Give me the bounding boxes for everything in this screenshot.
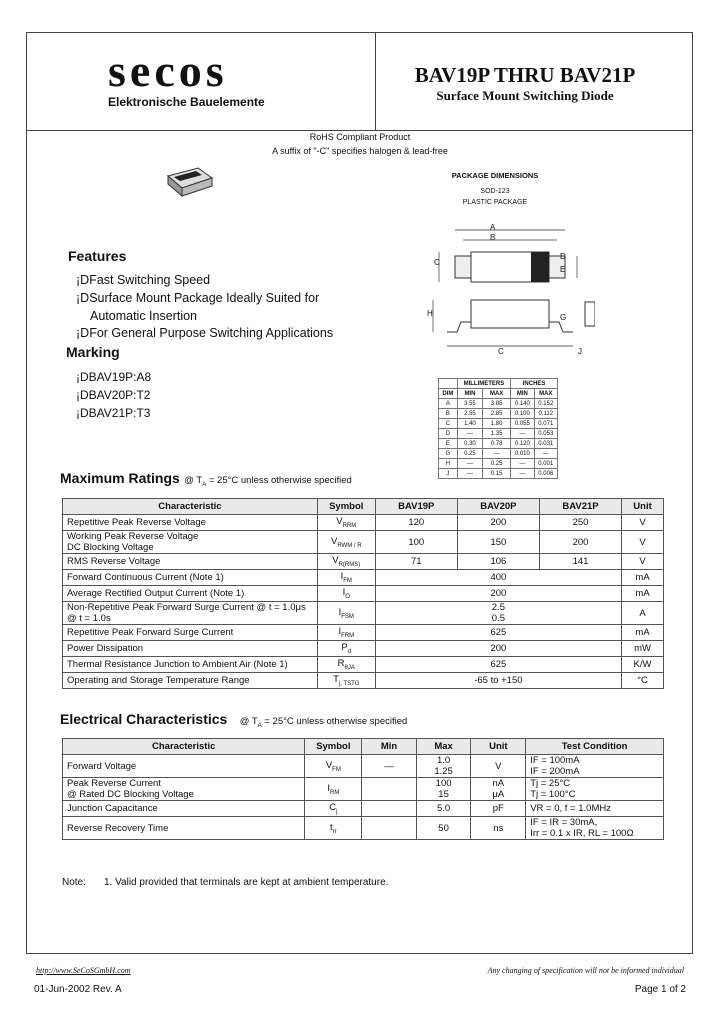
rohs-line2: A suffix of "-C" specifies halogen & lead-free <box>272 146 448 156</box>
elec-row <box>63 755 664 778</box>
symbol-sub: θJA <box>344 664 355 671</box>
note-label: Note: <box>62 877 86 888</box>
elec-col-header: Min <box>362 739 416 755</box>
max-characteristic: Power Dissipation <box>63 641 318 657</box>
dim-row <box>439 419 558 429</box>
dim-cell: — <box>511 459 534 469</box>
dim-label-d: D <box>560 252 566 261</box>
dim-cell: 0.15 <box>483 469 511 479</box>
package-title: PACKAGE DIMENSIONS <box>451 171 539 180</box>
symbol-main: V <box>332 555 339 567</box>
symbol-main: I <box>338 626 342 638</box>
dim-cell: 0.78 <box>483 439 511 449</box>
symbol-main: C <box>329 802 337 814</box>
dim-row <box>439 399 558 409</box>
max-row <box>63 657 664 673</box>
max-value: 200 <box>375 586 621 602</box>
max-ratings-condition <box>184 475 352 486</box>
symbol-sub: RRM <box>342 522 357 529</box>
max-col-header: BAV21P <box>539 499 621 515</box>
dim-cell: 0.152 <box>534 399 557 409</box>
elec-value: IF = 100mA IF = 200mA <box>526 755 664 778</box>
max-symbol <box>317 531 375 554</box>
max-symbol <box>317 602 375 625</box>
dim-cell: A <box>439 399 458 409</box>
dim-cell: 0.100 <box>511 409 534 419</box>
max-symbol <box>317 554 375 570</box>
dim-label-e: E <box>560 265 566 274</box>
max-row <box>63 641 664 657</box>
symbol-sub: FM <box>332 766 341 773</box>
max-characteristic: Non-Repetitive Peak Forward Surge Current @ t = 1.0μs @ t = 1.0s <box>63 602 318 625</box>
dim-cell: J <box>439 469 458 479</box>
symbol-main: P <box>341 642 348 654</box>
part-subtitle: Surface Mount Switching Diode <box>436 88 614 103</box>
max-ratings-title: Maximum Ratings <box>60 470 180 486</box>
dim-cell: 2.85 <box>483 409 511 419</box>
elec-symbol <box>305 817 362 840</box>
dim-cell: 0.120 <box>511 439 534 449</box>
company-logo: secos <box>108 45 228 96</box>
elec-col-header: Max <box>416 739 471 755</box>
symbol-sub: j, TSTG <box>338 680 360 687</box>
elec-symbol <box>305 755 362 778</box>
dim-group-mm: MILLIMETERS <box>457 379 510 389</box>
footer-disclaimer: Any changing of specification will not be informed individual <box>487 966 684 975</box>
symbol-main: V <box>325 759 333 771</box>
marking-item: ¡DBAV19P:A8 <box>76 370 152 384</box>
dim-cell: 1.35 <box>483 429 511 439</box>
symbol-sub: O <box>345 593 350 600</box>
max-symbol <box>317 625 375 641</box>
part-title: BAV19P THRU BAV21P <box>414 63 636 87</box>
max-unit: °C <box>622 673 664 689</box>
max-characteristic: Operating and Storage Temperature Range <box>63 673 318 689</box>
elec-row <box>63 778 664 801</box>
cond-prefix: @ T <box>184 475 203 486</box>
elec-value <box>362 778 416 801</box>
max-symbol <box>317 586 375 602</box>
max-characteristic: Repetitive Peak Forward Surge Current <box>63 625 318 641</box>
elec-title: Electrical Characteristics <box>60 711 228 727</box>
dim-cell: 0.25 <box>483 459 511 469</box>
package-drawing <box>425 218 595 363</box>
elec-value: VR = 0, f = 1.0MHz <box>526 801 664 817</box>
dim-label-h: H <box>427 309 433 318</box>
max-value: 106 <box>457 554 539 570</box>
symbol-main: t <box>330 821 333 833</box>
max-characteristic: Forward Continuous Current (Note 1) <box>63 570 318 586</box>
elec-value: 100 15 <box>416 778 471 801</box>
max-value: 625 <box>375 625 621 641</box>
max-row <box>63 515 664 531</box>
dim-cell: 1.80 <box>483 419 511 429</box>
symbol-sub: RWM / R <box>337 542 362 549</box>
max-unit: mW <box>622 641 664 657</box>
dim-cell: — <box>511 429 534 439</box>
elec-characteristic: Peak Reverse Current @ Rated DC Blocking Voltage <box>63 778 305 801</box>
dim-cell: 0.25 <box>457 449 482 459</box>
symbol-sub: j <box>336 808 338 815</box>
dim-label-b: B <box>490 233 496 242</box>
feature-item: ¡DFast Switching Speed <box>76 273 211 287</box>
features-heading: Features <box>68 248 127 264</box>
symbol-main: R <box>337 658 345 670</box>
header-split <box>375 32 376 130</box>
max-value: 2.5 0.5 <box>375 602 621 625</box>
package-line2: PLASTIC PACKAGE <box>462 199 528 206</box>
dim-cell: — <box>457 459 482 469</box>
elec-col-header: Test Condition <box>526 739 664 755</box>
elec-table <box>62 738 664 840</box>
elec-characteristic: Forward Voltage <box>63 755 305 778</box>
symbol-main: V <box>330 535 338 547</box>
package-line1: SOD-123 <box>480 188 510 195</box>
dim-cell: G <box>439 449 458 459</box>
dim-row <box>439 409 558 419</box>
dim-col-header: DIM <box>439 389 458 399</box>
max-col-header: BAV20P <box>457 499 539 515</box>
dim-col-header: MIN <box>511 389 534 399</box>
elec-value: — <box>362 755 416 778</box>
symbol-main: I <box>338 606 342 618</box>
elec-symbol <box>305 801 362 817</box>
dim-col-header: MAX <box>534 389 557 399</box>
elec-value: 1.0 1.25 <box>416 755 471 778</box>
max-col-header: Characteristic <box>63 499 318 515</box>
max-value: 400 <box>375 570 621 586</box>
max-value: 120 <box>375 515 457 531</box>
symbol-main: T <box>333 674 339 686</box>
max-ratings-heading <box>60 470 352 488</box>
marking-item: ¡DBAV21P:T3 <box>76 406 151 420</box>
dim-group-blank <box>439 379 458 389</box>
cond-rest: = 25°C unless otherwise specified <box>206 475 352 486</box>
package-thumbnail <box>160 162 220 202</box>
dim-label-c: C <box>434 258 440 267</box>
max-unit: V <box>622 531 664 554</box>
dim-cell: — <box>483 449 511 459</box>
elec-heading <box>60 711 407 729</box>
dim-cell: 0.010 <box>511 449 534 459</box>
elec-value: 50 <box>416 817 471 840</box>
max-symbol <box>317 515 375 531</box>
dim-cell: 2.55 <box>457 409 482 419</box>
symbol-sub: RM <box>329 789 340 796</box>
dim-cell: 0.140 <box>511 399 534 409</box>
elec-value: V <box>471 755 526 778</box>
elec-col-header: Characteristic <box>63 739 305 755</box>
max-value: 200 <box>375 641 621 657</box>
max-value: 71 <box>375 554 457 570</box>
max-characteristic: Working Peak Reverse Voltage DC Blocking Voltage <box>63 531 318 554</box>
elec-symbol <box>305 778 362 801</box>
symbol-sub: d <box>347 648 352 655</box>
max-unit: V <box>622 515 664 531</box>
dim-cell: 3.55 <box>457 399 482 409</box>
symbol-main: I <box>342 587 346 599</box>
max-symbol <box>317 673 375 689</box>
header-divider <box>26 130 693 131</box>
dim-cell: 0.055 <box>511 419 534 429</box>
max-unit: mA <box>622 570 664 586</box>
dim-cell: 1.40 <box>457 419 482 429</box>
dim-cell: B <box>439 409 458 419</box>
max-symbol <box>317 570 375 586</box>
max-symbol <box>317 641 375 657</box>
max-unit: K/W <box>622 657 664 673</box>
max-row <box>63 586 664 602</box>
dim-cell: 0.053 <box>534 429 557 439</box>
feature-item: ¡DFor General Purpose Switching Applications <box>76 326 334 340</box>
elec-col-header: Unit <box>471 739 526 755</box>
dim-cell: 0.112 <box>534 409 557 419</box>
dimension-table <box>438 378 558 479</box>
dim-cell: 3.85 <box>483 399 511 409</box>
dim-cell: 0.031 <box>534 439 557 449</box>
dim-col-header: MAX <box>483 389 511 399</box>
dim-cell: 0.30 <box>457 439 482 449</box>
max-unit: A <box>622 602 664 625</box>
cond-sub: A <box>257 722 262 729</box>
max-characteristic: Thermal Resistance Junction to Ambient Air (Note 1) <box>63 657 318 673</box>
symbol-sub: R(RMS) <box>338 561 361 568</box>
max-value: 200 <box>539 531 621 554</box>
max-ratings-table <box>62 498 664 689</box>
dim-cell: E <box>439 439 458 449</box>
dim-cell: 0.001 <box>534 459 557 469</box>
elec-characteristic: Junction Capacitance <box>63 801 305 817</box>
rohs-line1: RoHS Compliant Product <box>309 132 411 142</box>
elec-col-header: Symbol <box>305 739 362 755</box>
dim-row <box>439 469 558 479</box>
max-row <box>63 531 664 554</box>
dim-label-a: A <box>490 223 496 232</box>
footer-date: 01-Jun-2002 Rev. A <box>34 984 122 995</box>
dim-label-c2: C <box>498 347 504 356</box>
dim-row <box>439 429 558 439</box>
max-value: 200 <box>457 515 539 531</box>
max-value: 141 <box>539 554 621 570</box>
elec-row <box>63 817 664 840</box>
dim-cell: 0.071 <box>534 419 557 429</box>
marking-heading: Marking <box>66 344 120 360</box>
dim-label-g: G <box>560 313 567 322</box>
max-col-header: BAV19P <box>375 499 457 515</box>
symbol-main: V <box>336 516 343 528</box>
marking-item: ¡DBAV20P:T2 <box>76 388 151 402</box>
elec-value: nA μA <box>471 778 526 801</box>
max-value: 625 <box>375 657 621 673</box>
symbol-sub: rr <box>332 828 337 835</box>
dim-row <box>439 459 558 469</box>
cond-rest: = 25°C unless otherwise specified <box>261 716 408 727</box>
dim-cell: — <box>457 429 482 439</box>
elec-value: pF <box>471 801 526 817</box>
cond-sub: A <box>202 481 207 488</box>
max-unit: mA <box>622 586 664 602</box>
max-row <box>63 602 664 625</box>
dim-cell: D <box>439 429 458 439</box>
max-characteristic: Repetitive Peak Reverse Voltage <box>63 515 318 531</box>
dim-col-header: MIN <box>457 389 482 399</box>
max-characteristic: RMS Reverse Voltage <box>63 554 318 570</box>
symbol-main: I <box>340 571 344 583</box>
max-value: 150 <box>457 531 539 554</box>
elec-characteristic: Reverse Recovery Time <box>63 817 305 840</box>
dim-cell: — <box>457 469 482 479</box>
dim-cell: — <box>511 469 534 479</box>
dim-cell: H <box>439 459 458 469</box>
max-value: 100 <box>375 531 457 554</box>
max-unit: mA <box>622 625 664 641</box>
elec-value <box>362 817 416 840</box>
max-col-header: Unit <box>622 499 664 515</box>
dim-row <box>439 449 558 459</box>
company-name: Elektronische Bauelemente <box>108 95 265 109</box>
max-row <box>63 554 664 570</box>
symbol-sub: FSM <box>341 613 354 620</box>
footer-url[interactable]: http://www.SeCoSGmbH.com <box>36 966 131 975</box>
footer-page: Page 1 of 2 <box>634 984 686 995</box>
max-unit: V <box>622 554 664 570</box>
dim-row <box>439 439 558 449</box>
max-value: -65 to +150 <box>375 673 621 689</box>
dim-label-j: J <box>578 347 582 356</box>
dim-cell: 0.006 <box>534 469 557 479</box>
cond-prefix: @ T <box>239 716 258 727</box>
dim-cell: — <box>534 449 557 459</box>
max-symbol <box>317 657 375 673</box>
max-row <box>63 570 664 586</box>
max-col-header: Symbol <box>317 499 375 515</box>
max-row <box>63 625 664 641</box>
elec-row <box>63 801 664 817</box>
elec-value: 5.0 <box>416 801 471 817</box>
elec-value: IF = IR = 30mA, Irr = 0.1 x IR, RL = 100Ω <box>526 817 664 840</box>
elec-value <box>362 801 416 817</box>
dim-group-in: INCHES <box>511 379 558 389</box>
note-text: 1. Valid provided that terminals are kept at ambient temperature. <box>104 877 389 888</box>
dim-cell: C <box>439 419 458 429</box>
symbol-main: I <box>327 782 330 794</box>
symbol-sub: FM <box>343 577 352 584</box>
feature-item: Automatic Insertion <box>90 309 197 323</box>
elec-value: Tj = 25°C Tj = 100°C <box>526 778 664 801</box>
max-value: 250 <box>539 515 621 531</box>
max-row <box>63 673 664 689</box>
feature-item: ¡DSurface Mount Package Ideally Suited for <box>76 291 320 305</box>
elec-value: ns <box>471 817 526 840</box>
symbol-sub: FRM <box>341 632 355 639</box>
elec-condition <box>240 716 408 727</box>
max-characteristic: Average Rectified Output Current (Note 1) <box>63 586 318 602</box>
